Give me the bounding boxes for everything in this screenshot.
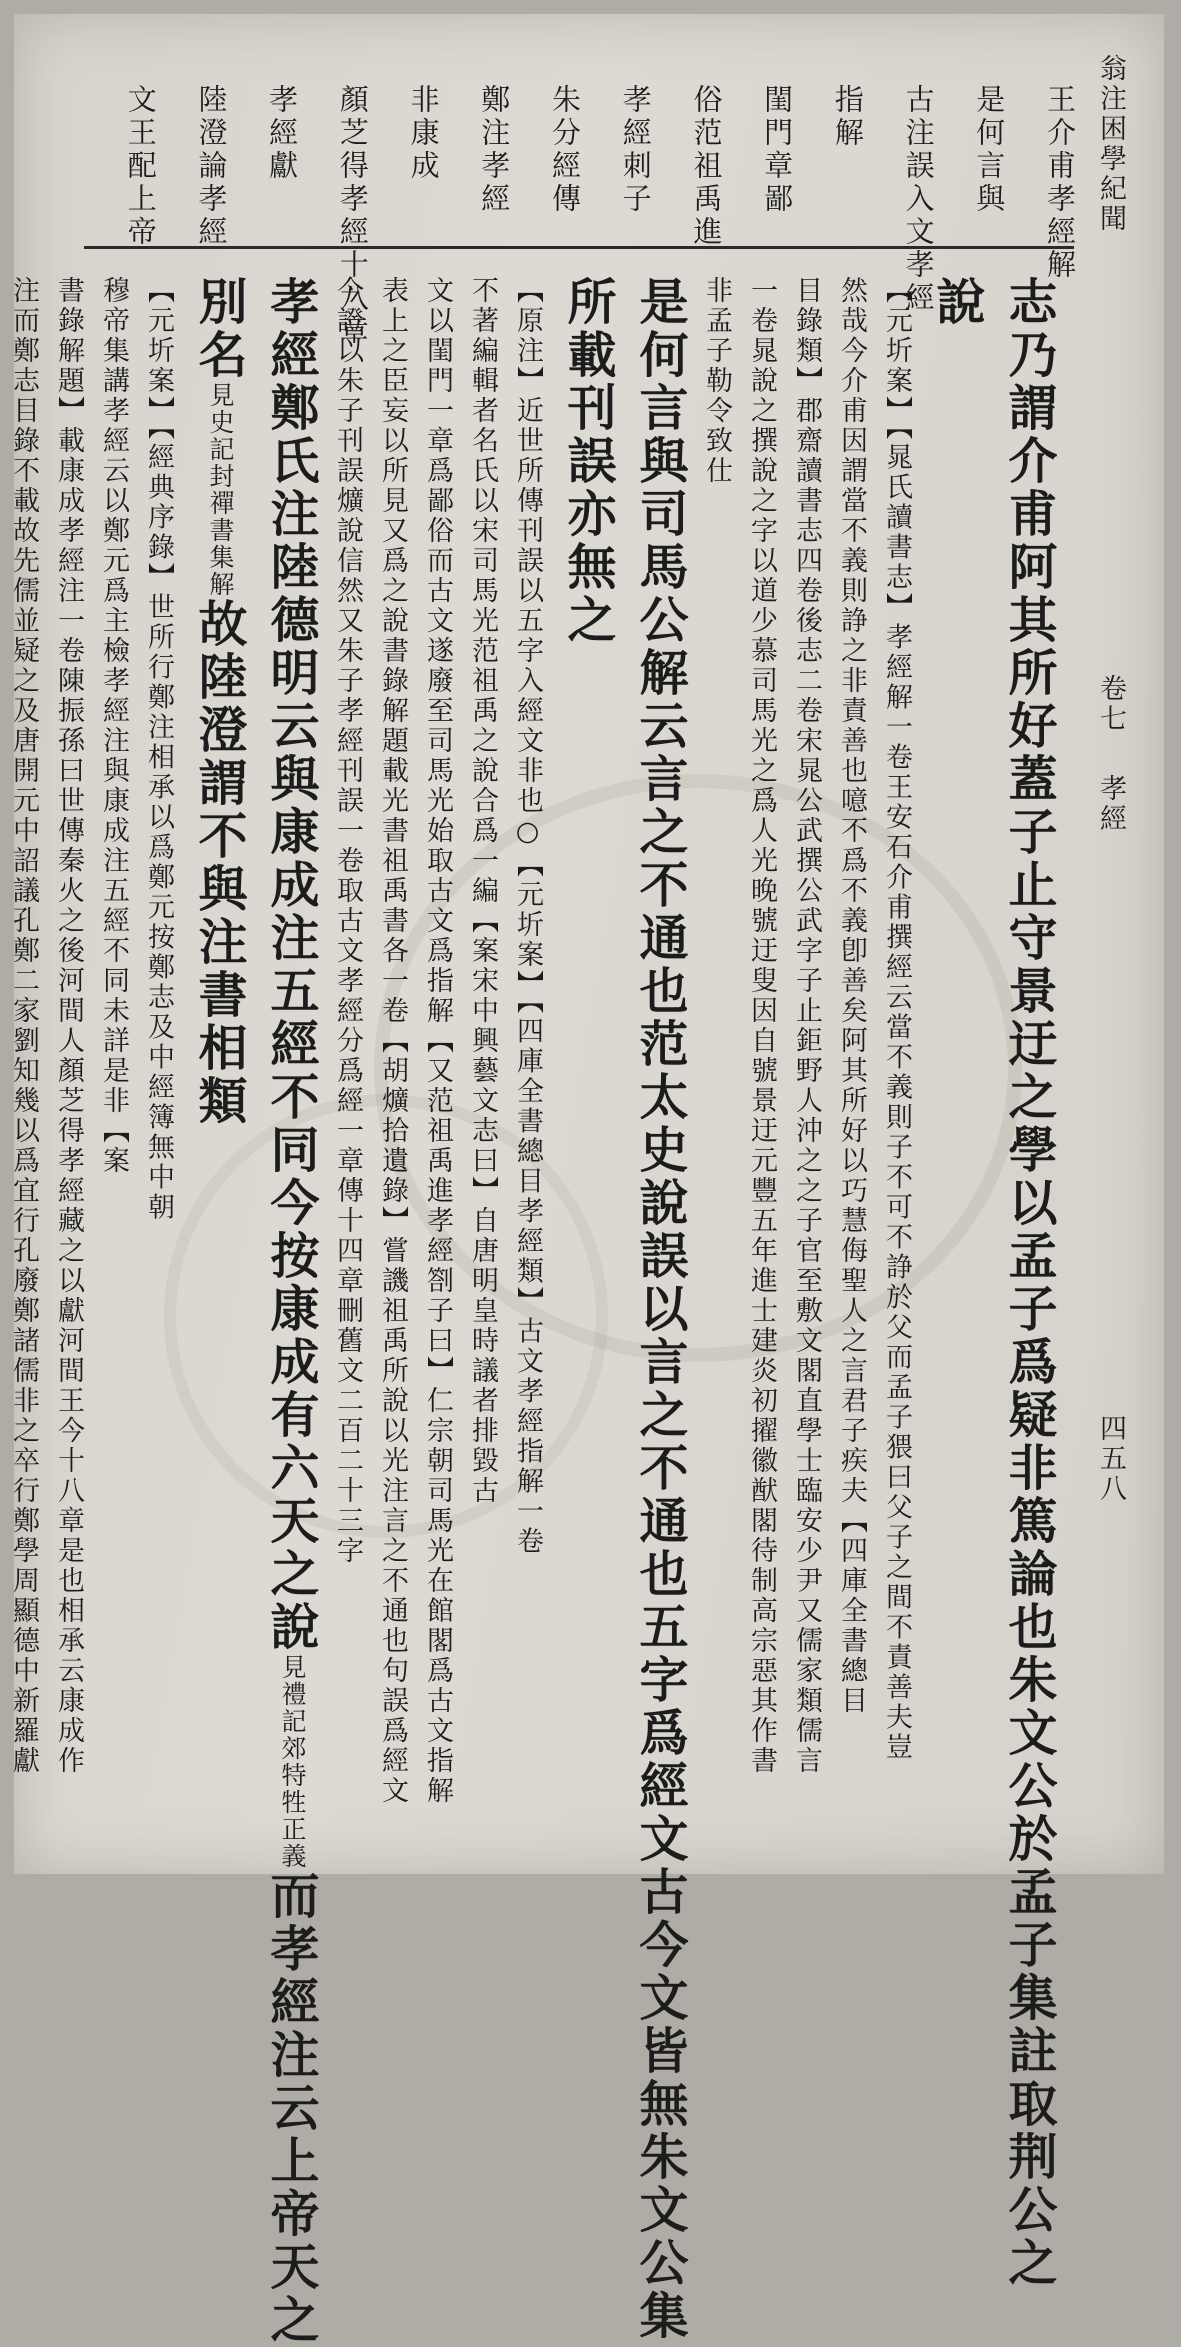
commentary-column: 【元圻案】【晁氏讀書志】孝經解一卷王安石介甫撰經云當不義則子不可不諍於父而孟子猥曰父子之間不責善夫豈	[881, 276, 912, 1763]
main-text: 孝經鄭氏注陸德明云與康成注五經不同今按康成有六天之說	[263, 276, 321, 1654]
commentary-column: 注而鄭志目錄不載故先儒並疑之及唐開元中詔議孔鄭二家劉知幾以爲宜行孔廢鄭諸儒非之卒行鄭學周顯德中新羅獻	[8, 276, 39, 1776]
glossary-entry: 孝經獻	[265, 84, 300, 183]
commentary-column: 然哉今介甫因謂當不義則諍之非責善也噫不爲不義卽善矣阿其所好以巧慧侮聖人之言君子疾夫【四庫全書總目	[836, 276, 867, 1716]
chapter-label: 卷七	[1095, 674, 1126, 734]
commentary-column: 一卷晁說之撰說之字以道少慕司馬光之爲人光晚號迂叟因自號景迂元豐五年進士建炎初擢徽猷閣待制高宗惡其作書	[746, 276, 777, 1776]
glossary-entry: 孝經刺子	[618, 84, 653, 216]
commentary-column: 書錄解題】載康成孝經注一卷陳振孫曰世傳秦火之後河間人顏芝得孝經藏之以獻河間王今十八章是也相承云康成作	[53, 276, 84, 1776]
book-page	[8, 14, 1164, 2347]
main-text-column: 志乃謂介甫阿其所好蓋子止守景迂之學以孟子爲疑非篤論也朱文公於孟子集註取荆公之	[1001, 276, 1059, 2290]
main-text: 故陸澄謂不與注書相類	[191, 598, 249, 1128]
glossary-entry: 是何言與	[972, 84, 1007, 216]
glossary-entry: 陸澄論孝經	[194, 84, 229, 249]
interlinear-note: 見史記封禪書集解	[206, 382, 235, 598]
main-text-column: 是何言與司馬公解云言之不通也范太史說誤以言之不通也五字爲經文古今文皆無朱文公集	[632, 276, 690, 2343]
commentary-column: 目錄類】郡齋讀書志四卷後志二卷宋晁公武撰公武字子止鉅野人沖之之子官至敷文閣直學士臨安少尹又儒家類儒言	[791, 276, 822, 1776]
running-head	[1097, 54, 1124, 1554]
topic-label: 孝經	[1095, 774, 1126, 834]
glossary-entry: 俗范祖禹進	[689, 84, 724, 249]
glossary-entry: 文王配上帝	[123, 84, 158, 249]
main-text-column: 說	[929, 276, 987, 329]
glossary-entry: 古注誤入文孝經	[901, 84, 936, 315]
main-text-column	[263, 276, 321, 2347]
commentary-column: 【元圻案】【經典序錄】世所行鄭注相承以爲鄭元按鄭志及中經簿無中朝	[143, 276, 174, 1223]
main-text-column: 所載刊誤亦無之	[560, 276, 618, 647]
glossary-entry: 王介甫孝經解	[1043, 84, 1077, 282]
glossary-entry: 顏芝得孝經十八章	[335, 84, 370, 348]
main-text: 別名	[191, 276, 249, 382]
glossary-entry: 非康成	[406, 84, 441, 183]
glossary-entry: 鄭注孝經	[477, 84, 512, 216]
book-title: 翁注困學紀聞	[1095, 54, 1126, 234]
commentary-column: 穆帝集講孝經云以鄭元爲主檢孝經注與康成注五經不同未詳是非【案	[98, 276, 129, 1176]
commentary-column: 不著編輯者名氏以宋司馬光范祖禹之說合爲一編【案宋中興藝文志曰】自唐明皇時議者排毀古	[467, 276, 498, 1506]
glossary-entry: 閨門章鄙	[760, 84, 795, 216]
commentary-column: 表上之臣妄以所見又爲之說書錄解題載光書祖禹書各一卷【胡爌拾遺錄】嘗譏祖禹所說以光注言之不通也句誤爲經文	[377, 276, 408, 1806]
header-rule	[84, 246, 1074, 249]
page-number: 四五八	[1095, 1414, 1126, 1504]
main-text: 而孝經注云上帝天之	[263, 1870, 321, 2347]
commentary-column: 文以閨門一章爲鄙俗而古文遂廢至司馬光始取古文爲指解【又范祖禹進孝經劄子曰】仁宗朝司馬光在館閣爲古文指解	[422, 276, 453, 1806]
commentary-column: 【原注】近世所傳刊誤以五字入經文非也○【元圻案】【四庫全書總目孝經類】古文孝經指解一卷	[512, 276, 543, 1557]
commentary-column: 今證以朱子刊誤爌說信然又朱子孝經刊誤一卷取古文孝經分爲經一章傳十四章刪舊文二百二十三字	[332, 276, 363, 1566]
interlinear-note: 見禮記郊特牲正義	[278, 1654, 307, 1870]
commentary-column: 非孟子勒令致仕	[701, 276, 732, 486]
glossary-entry: 朱分經傳	[548, 84, 582, 216]
main-text-column	[191, 276, 249, 1834]
glossary-entry: 指解	[830, 84, 865, 150]
